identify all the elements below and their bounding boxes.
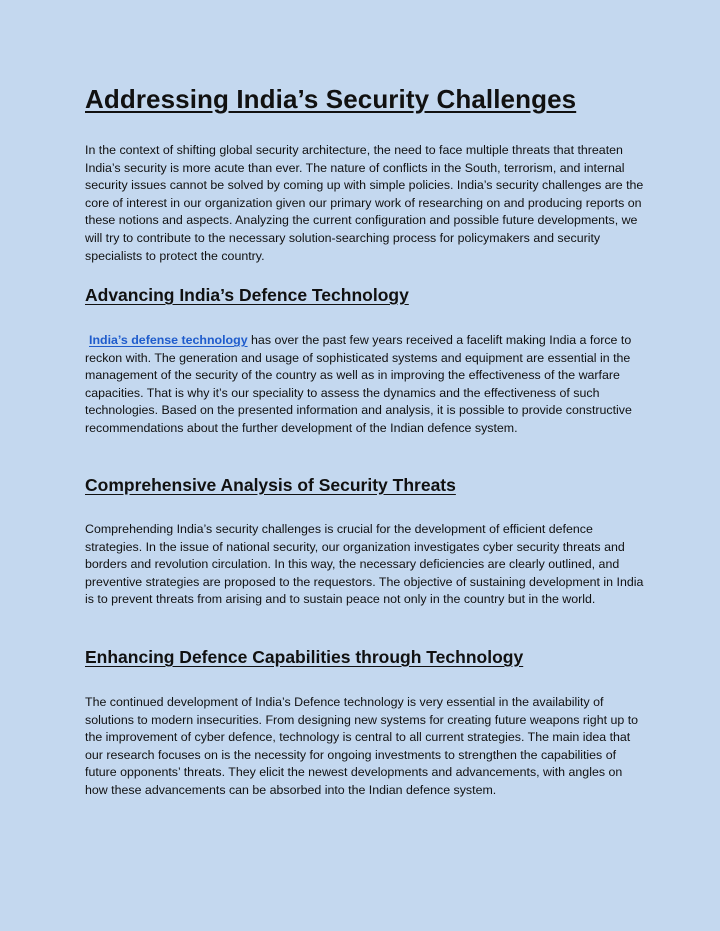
section-heading-security-threats: Comprehensive Analysis of Security Threats: [85, 475, 456, 495]
section-body-defence-technology: has over the past few years received a facelift making India a force to reckon with. The generation and usage of sophisticated systems and equipment are essential in the management of the security of the country as well as in improving the effectiveness of the warfare capacities. That is why it’s our speciality to assess the dynamics and the effectiveness of such technologies. Based on the presented information and analysis, it is possible to provide constructive recommendations about the further development of the Indian defence system.: [85, 333, 632, 435]
section-paragraph-defence-capabilities: The continued development of India’s Defence technology is very essential in the availability of solutions to modern insecurities. From designing new systems for creating future weapons right up to the improvement of cyber defence, technology is central to all current strategies. The main idea that our research focuses on is the necessity for ongoing investments to strengthen the capabilities of future opponents’ threats. They elicit the newest developments and advancements, with angles on how these advancements can be absorbed into the Indian defence system.: [85, 695, 639, 797]
page-title: Addressing India’s Security Challenges: [85, 84, 577, 114]
section-heading-defence-capabilities: Enhancing Defence Capabilities through Technology: [85, 647, 524, 667]
intro-paragraph: In the context of shifting global security architecture, the need to face multiple threats that threaten India’s security is more acute than ever. The nature of conflicts in the South, terrorism, and internal security issues cannot be solved by coming up with simple policies. India’s security challenges are the core of interest in our organization given our primary work of researching on and producing reports on these notions and aspects. Analyzing the current configuration and possible future developments, we will try to contribute to the necessary solution-searching process for policymakers and security specialists to protect the country.: [85, 143, 644, 263]
section-heading-defence-technology: Advancing India’s Defence Technology: [85, 285, 409, 305]
section-paragraph-defence-technology: [85, 332, 645, 438]
defense-technology-link[interactable]: India’s defense technology: [89, 333, 248, 347]
section-paragraph-security-threats: Comprehending India’s security challenges is crucial for the development of efficient defence strategies. In the issue of national security, our organization investigates cyber security threats and borders and revolution circulation. In this way, the necessary deficiencies are clearly outlined, and preventive strategies are proposed to the requestors. The objective of sustaining development in India is to prevent threats from arising and to sustain peace not only in the country but in the world.: [85, 522, 644, 607]
